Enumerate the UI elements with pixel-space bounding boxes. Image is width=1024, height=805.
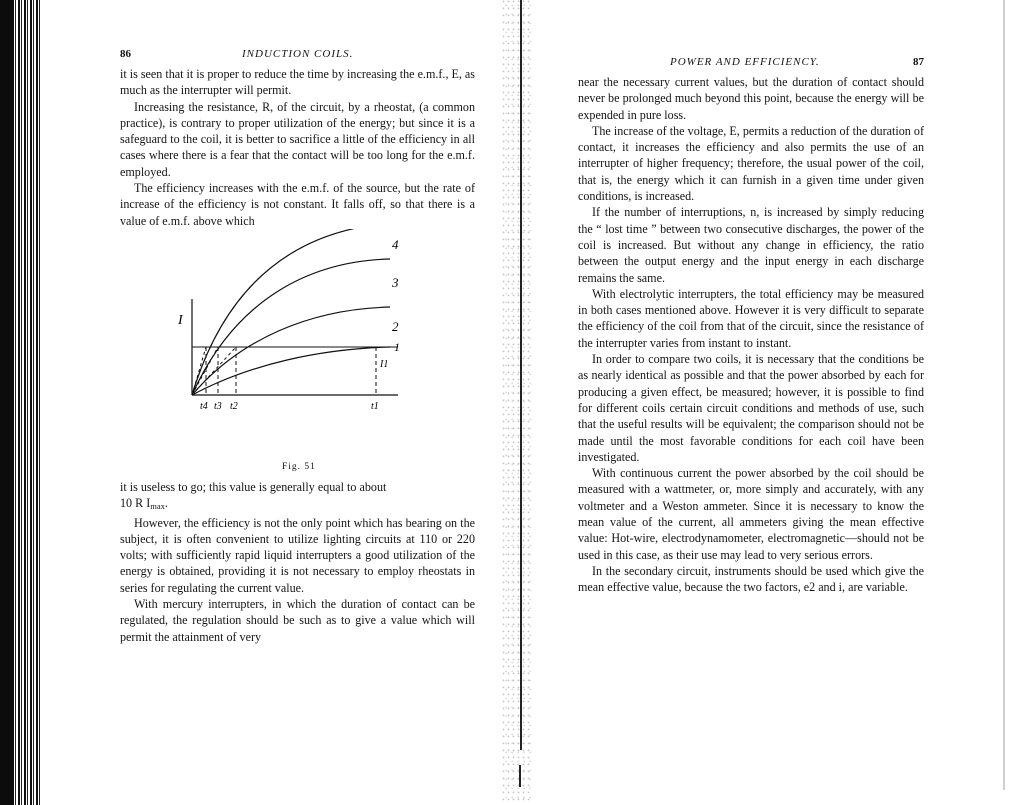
figure-51 — [120, 229, 475, 479]
paragraph: With electrolytic interrupters, the total efficiency may be measured in both cases mentioned above. However it is very difficult to separate the efficiency of the coil from that of the circuit, since the resistance of the interrupter varies from instant to instant. — [578, 286, 924, 350]
scan-binding-edge-left — [0, 0, 42, 805]
paragraph: The efficiency increases with the e.m.f. of the source, but the rate of increase of the efficiency is not constant. It falls off, so that there is a value of e.m.f. above which — [120, 181, 475, 228]
curve-label-4: 4 — [392, 236, 399, 252]
paragraph: With mercury interrupters, in which the duration of contact can be regulated, the regulation should be such as to give a value which will permit the attainment of very — [120, 597, 475, 644]
left-running-title: INDUCTION COILS. — [242, 48, 354, 60]
formula-value: 10 R I — [120, 496, 151, 511]
curve-2 — [192, 307, 390, 395]
efficiency-curves-diagram — [120, 229, 475, 479]
paragraph: Increasing the resistance, R, of the circuit, by a rheostat, (a common practice), is contrary to proper utilization of the energy; but since it is a safeguard to the coil, it is better to sacrifice a little of the efficiency in all cases where there is a fear that the contact will be too long for the e.m.f. employed. — [120, 99, 475, 179]
right-page — [578, 56, 924, 596]
book-gutter — [502, 0, 532, 805]
left-page-number: 86 — [120, 48, 131, 60]
curve-4 — [192, 229, 392, 395]
curve-label-3: 3 — [392, 274, 399, 290]
left-text-bottom — [120, 479, 475, 645]
time-label-t1: t1 — [371, 400, 379, 412]
paragraph: In order to compare two coils, it is necessary that the conditions be as nearly identical as possible and that the power absorbed by each for producing a given effect, be measured; however, it is possible to find for different coils certain circuit conditions and methods of use, such that the useful results will be equivalent; the comparison should not be made until the most favorable conditions for each coil have been investigated. — [578, 352, 924, 464]
curve-3 — [192, 259, 390, 395]
left-text-top — [120, 66, 475, 229]
time-label-t3: t3 — [214, 400, 222, 412]
paragraph: With continuous current the power absorbed by the coil should be measured with a wattmeter, or, more simply and accurately, with any voltmeter and a Weston ammeter. Since it is necessary to know the mean value of the current, all ammeters giving the mean effective value: Hot-wire, electrodynamometer, electromagnetic—should not be used in this case, as their use may lead to very serious errors. — [578, 466, 924, 562]
paragraph: However, the efficiency is not the only point which has bearing on the subject, it is often convenient to utilize lighting circuits at 110 or 220 volts; with sufficiently rapid liquid interrupters a good utilization of the energy is obtained, providing it is not necessary to employ rheostats in series for regulating the current value. — [120, 515, 475, 595]
right-running-title: POWER AND EFFICIENCY. — [670, 56, 820, 68]
curve-label-1: 1 — [394, 339, 400, 354]
horizontal-level-label: I1 — [380, 358, 389, 370]
paragraph: In the secondary circuit, instruments should be used which give the mean effective value, because the two factors, e2 and i, are variable. — [578, 563, 924, 595]
right-page-number: 87 — [913, 56, 924, 68]
paragraph: The increase of the voltage, E, permits a reduction of the duration of contact, it increases the efficiency and also permits the use of an interrupter of higher frequency; therefore, the usual power of the coil, that is, the energy which it can furnish in a given time under given conditions, is increased. — [578, 123, 924, 204]
paragraph: near the necessary current values, but the duration of contact should never be prolonged much beyond this point, because the energy will be expended in pure loss. — [578, 75, 924, 122]
book-spine-mark — [519, 765, 521, 787]
paragraph: If the number of interruptions, n, is increased by simply reducing the “ lost time ” between two consecutive discharges, the power of the coil is increased. But without any change in efficiency, the ratio between the output energy and the input energy in each discharge remains the same. — [578, 205, 924, 285]
scan-edge-right — [1003, 0, 1005, 790]
paragraph: it is useless to go; this value is generally equal to about — [120, 479, 387, 494]
figure-caption: Fig. 51 — [282, 461, 316, 472]
paragraph: it is seen that it is proper to reduce the time by increasing the e.m.f., E, as much as the interrupter will permit. — [120, 67, 475, 98]
time-label-t2: t2 — [230, 400, 238, 412]
book-spine-line — [520, 0, 522, 750]
left-page-header — [120, 48, 475, 66]
left-page — [120, 48, 475, 645]
formula-line: 10 R $I_{max}$. — [120, 496, 168, 512]
formula-subscript: max — [150, 501, 165, 512]
curve-label-2: 2 — [392, 318, 399, 334]
curve-1 — [192, 347, 390, 395]
right-page-header — [578, 56, 924, 74]
y-axis-label: I — [178, 312, 183, 328]
time-label-t4: t4 — [200, 400, 208, 412]
right-text — [578, 74, 924, 596]
